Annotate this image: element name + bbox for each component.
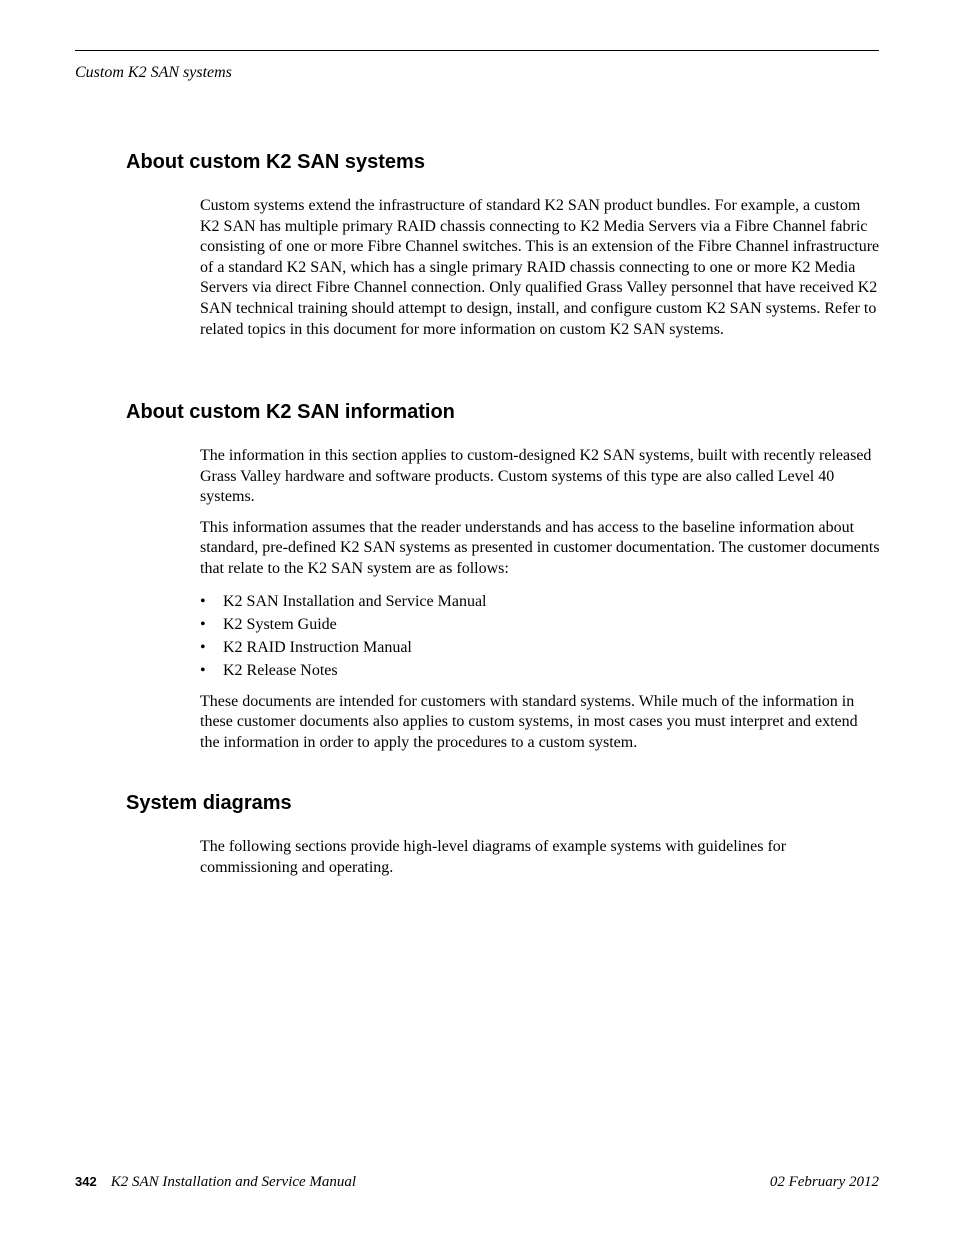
paragraph: Custom systems extend the infrastructure of standard K2 SAN product bundles. For example, a custom K2 SAN has multiple primary RAID chassis connecting to K2 Media Servers via a Fibre Channel fabric consisting of one or more Fibre Channel switches. This is an extension of the Fibre Channel infrastructure of a standard K2 SAN, which has a single primary RAID chassis connecting to one or more K2 Media Servers via direct Fibre Channel connection. Only qualified Grass Valley personnel that have received K2 SAN technical training should attempt to design, install, and configure custom K2 SAN systems. Refer to related topics in this document for more information on custom K2 SAN systems. xyxy=(200,197,880,338)
list-item xyxy=(200,613,880,636)
list-item-label: K2 System Guide xyxy=(223,615,337,633)
list-item xyxy=(200,659,880,682)
manual-title: K2 SAN Installation and Service Manual xyxy=(110,1174,357,1190)
page-number: 342 xyxy=(75,1174,97,1189)
publication-date: 02 February 2012 xyxy=(769,1174,879,1190)
section-body-about-custom-systems xyxy=(200,196,880,350)
document-list xyxy=(200,590,880,682)
list-item-label: K2 SAN Installation and Service Manual xyxy=(223,592,487,610)
section-heading-about-custom-systems: About custom K2 SAN systems xyxy=(126,151,425,173)
bullet-icon: • xyxy=(200,661,206,679)
bullet-icon: • xyxy=(200,615,206,633)
list-item xyxy=(200,636,880,659)
header-rule xyxy=(75,50,879,51)
paragraph: These documents are intended for customers with standard systems. While much of the information in these customer documents also applies to custom systems, in most cases you must interpret and extend the information in order to apply the procedures to a custom system. xyxy=(200,692,858,751)
section-body-system-diagrams xyxy=(200,837,880,888)
list-item xyxy=(200,590,880,613)
running-head: Custom K2 SAN systems xyxy=(75,64,232,81)
section-body-about-custom-information xyxy=(200,446,880,763)
list-item-label: K2 Release Notes xyxy=(223,661,338,679)
bullet-icon: • xyxy=(200,592,206,610)
page-footer xyxy=(75,1172,879,1192)
list-item-label: K2 RAID Instruction Manual xyxy=(223,638,412,656)
paragraph: This information assumes that the reader understands and has access to the baseline information about standard, pre-defined K2 SAN systems as presented in customer documentation. The customer documents that relate to the K2 SAN system are as follows: xyxy=(200,518,880,577)
bullet-icon: • xyxy=(200,638,206,656)
section-heading-about-custom-information: About custom K2 SAN information xyxy=(126,401,455,423)
section-heading-system-diagrams: System diagrams xyxy=(126,792,292,814)
paragraph: The information in this section applies to custom-designed K2 SAN systems, built with recently released Grass Valley hardware and software products. Custom systems of this type are also called Level 40 systems. xyxy=(200,447,872,506)
paragraph: The following sections provide high-level diagrams of example systems with guidelines for commissioning and operating. xyxy=(200,838,787,876)
